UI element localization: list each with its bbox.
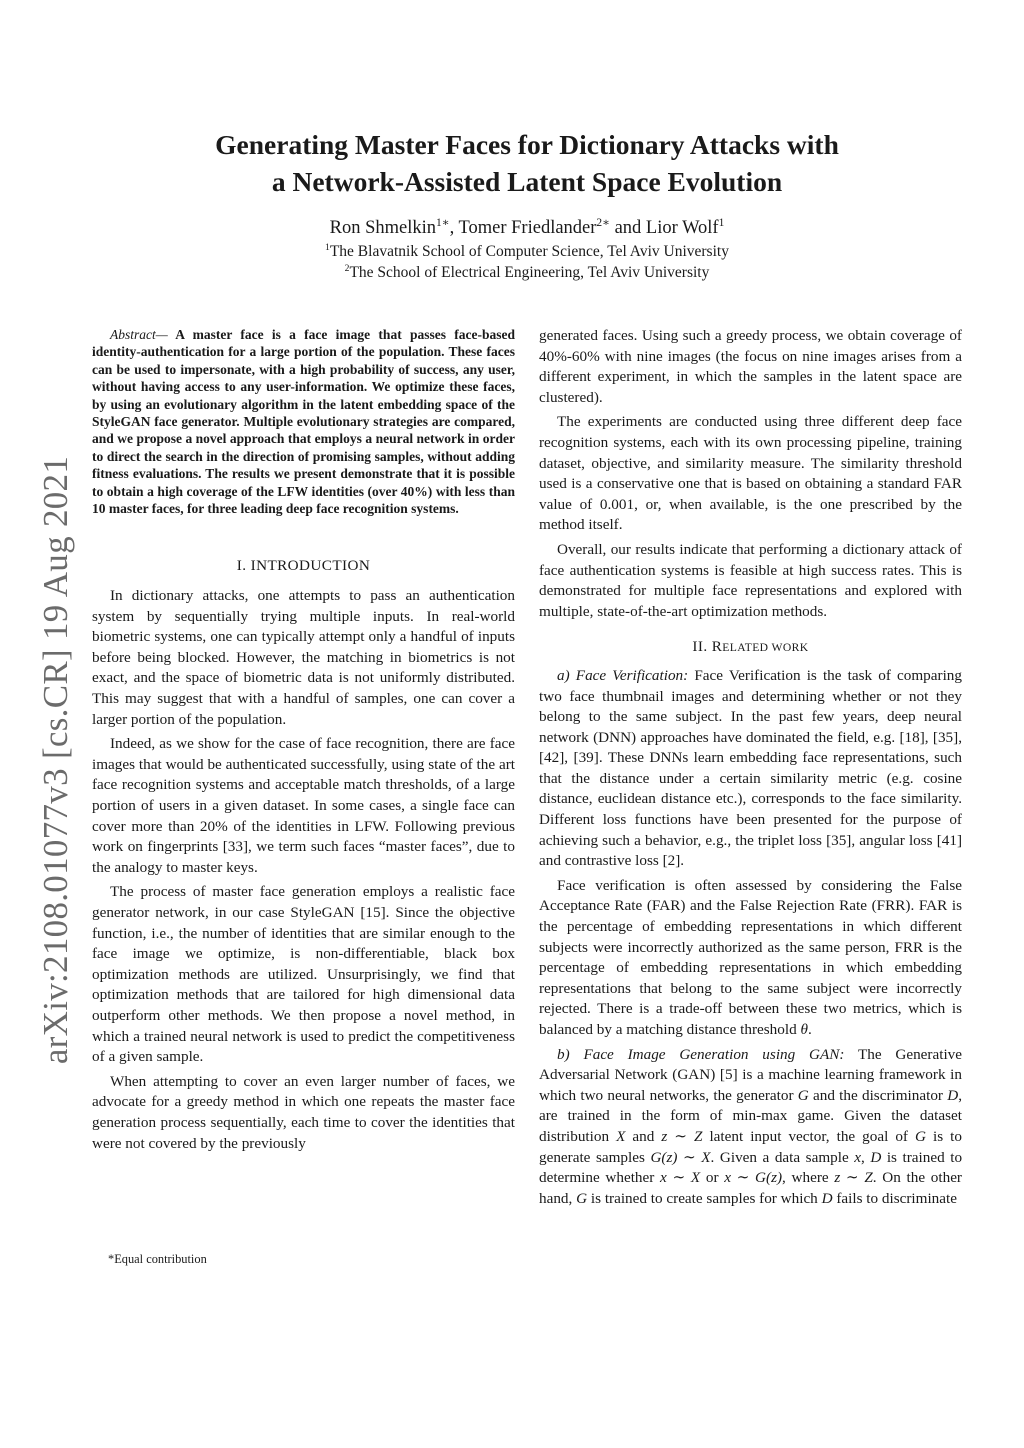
math-symbol: D [947,1086,959,1104]
paragraph-text: and the discriminator [808,1086,948,1104]
math-symbol: G [915,1127,926,1145]
paragraph: The experiments are conducted using three different deep face recognition systems, each with its own processing pipeline, training dataset, objective, and similarity measure. The similarity threshold used is a conservative one that is based on obtaining a standard FAR value of 0.001, or, when available, is the one prescribed by the method itself. [539,413,962,534]
paragraph-text: Face Verification is the task of comparing two face thumbnail images and determining whether or not they belong to the same subject. In the past few years, deep neural network (DNN) approaches have dominated the field, e.g. [18], [35], [42], [39]. These DNNs learn embedding face representations, such that the distance under a certain similarity metric (e.g. cosine distance, euclidean distance etc.), corresponds to the face similarity. Different loss functions have been presented for the purpose of achieving such a behavior, e.g., the triplet loss [35], angular loss [41] and contrastive loss [2]. [539,666,962,870]
paragraph-text: . Given a data sample [710,1148,855,1166]
paragraph-text: , where [782,1169,835,1187]
section-heading-part: ELATED WORK [722,641,809,655]
paragraph-text: latent input vector, the goal of [702,1127,916,1145]
affiliation-1-text: The Blavatnik School of Computer Science, Tel Aviv University [329,243,729,260]
author-list [150,216,904,240]
math-symbol: G [576,1189,588,1207]
section-heading-introduction: I. INTRODUCTION [236,557,371,575]
paragraph-text: fails to discriminate [832,1189,957,1207]
right-column [539,326,962,1209]
abstract-text: A master face is a face image that passes face-based identity-authentication for a large portion of the population. These faces can be used to impersonate, with a high probability of success, any user, without having access to any user-information. We optimize these faces, by using an evolutionary algorithm in the latent embedding space of the StyleGAN face generator. Multiple evolutionary strategies are compared, and we propose a novel approach that employs a neural network in order to direct the search in the direction of promising samples, without adding fitness evaluations. The results we present demonstrate that it is possible to obtain a high coverage of the LFW identities (over 40%) with less than 10 master faces, for three leading deep face recognition systems. [92,327,515,517]
affiliation-2-text: The School of Electrical Engineering, Tel Aviv University [349,264,710,281]
paragraph: Overall, our results indicate that performing a dictionary attack of face authentication systems is feasible at high success rates. This is demonstrated for multiple face representations and explored with multiple, state-of-the-art optimization methods. [539,540,962,620]
affiliation-1-mark: 1 [325,241,330,253]
title-line-1: Generating Master Faces for Dictionary Attacks with [215,129,839,160]
paragraph-text: is to generate samples [539,1127,962,1166]
affiliation-2 [150,263,904,283]
title-line-2: a Network-Assisted Latent Space Evolution [271,166,783,197]
abstract [92,326,515,517]
math-symbol: G [797,1086,809,1104]
math-symbol: X [616,1127,626,1145]
paragraph: The process of master face generation employs a realistic face generator network, in our case StyleGAN [15]. Since the objective function, i.e., the number of identities that are similar enough to the face image we optimize, is non-differentiable, black box optimization methods are utilized. Unsurprisingly, we find that optimization methods that are tailored for high dimensional data outperform other methods. We then propose a novel method, in which a trained neural network is used to predict the competitiveness of a given sample. [92,883,515,1066]
math-expression: G(z) ∼ X [650,1148,711,1166]
paragraph-title: a) Face Verification: [557,666,689,684]
paragraph-face-verification [539,666,962,872]
author-2: Tomer Friedlander [458,218,597,238]
math-symbol: θ [800,1021,808,1038]
author-3: Lior Wolf [645,218,719,238]
paragraph-text: , [860,1148,871,1166]
math-symbol: D [821,1189,833,1207]
math-expression: z ∼ Z [834,1169,873,1187]
abstract-label: Abstract— [110,327,168,342]
paragraph-continued: generated faces. Using such a greedy process, we obtain coverage of 40%-60% with nine images (the focus on nine images arises from a different experiment, in which the samples in the latent space are clustered). [539,327,962,406]
paragraph-text: is trained to determine whether [539,1148,963,1187]
section-heading-related-work [539,637,962,659]
paragraph-text: The Generative Adversarial Network (GAN) [5] is a machine learning framework in which two neural networks, the generator [539,1045,962,1104]
author-separator: , [449,218,459,238]
paragraph-gan [539,1045,962,1210]
paragraph-text: Face verification is often assessed by considering the False Acceptance Rate (FAR) and the False Rejection Rate (FRR). FAR is the percentage of embedding representations in which different subjects were incorrectly authorized as the same person, FRR is the percentage of embedding representations in which embedding representations that belong to the same subject were incorrectly rejected. There is a trade-off between these two metrics, which is balanced by a matching distance threshold [539,876,962,1038]
paragraph: Indeed, as we show for the case of face recognition, there are face images that would be authenticated successfully, using state of the art face recognition systems and acceptable match thresholds, of a large portion of users in a given dataset. In some cases, a single face can cover more than 20% of the identities in LFW. Following previous work on fingerprints [33], we term such faces “master faces”, due to the analogy to master keys. [92,735,515,876]
paragraph-text: . On the other hand, [539,1169,962,1207]
section-heading-part: II. R [692,638,723,656]
math-expression: x ∼ X [660,1169,701,1187]
paragraph: In dictionary attacks, one attempts to pass an authentication system by sequentially trying multiple inputs. In real-world biometric systems, one can typically attempt only a handful of inputs before being blocked. However, the matching in biometrics is not exact, and the space of biometric data is not uniformly distributed. This may suggest that with a handful of samples, one can cover a larger portion of the population. [92,587,515,728]
paragraph-text: or [700,1169,725,1187]
paragraph-text: , are trained in the form of min-max game. Given the dataset distribution [539,1086,962,1145]
author-1: Ron Shmelkin [329,218,437,238]
math-expression: x ∼ G(z) [724,1169,783,1187]
author-separator: and [609,218,646,238]
affiliation-2-mark: 2 [344,262,350,274]
paragraph-title: b) Face Image Generation using GAN: [557,1045,845,1063]
math-expression: z ∼ Z [661,1127,703,1145]
math-symbol: D [870,1148,882,1166]
author-3-mark: 1 [718,216,725,229]
paragraph-text: and [625,1127,662,1145]
paragraph-text: . [807,1021,812,1038]
paragraph-text: is trained to create samples for which [587,1189,822,1207]
math-symbol: x [854,1148,861,1166]
paper-title [150,126,904,200]
footnote: *Equal contribution [108,1252,207,1266]
paragraph-far-frr [539,876,962,1041]
left-column [92,326,515,1154]
affiliation-1 [150,242,904,262]
paragraph: When attempting to cover an even larger number of faces, we advocate for a greedy method in which one repeats the master face generation process sequentially, each time to cover the identities that were not covered by the previously [92,1072,515,1152]
arxiv-identifier: arXiv:2108.01077v3 [cs.CR] 19 Aug 2021 [36,455,75,1065]
author-1-mark: 1∗ [436,216,450,229]
author-2-mark: 2∗ [596,216,610,229]
